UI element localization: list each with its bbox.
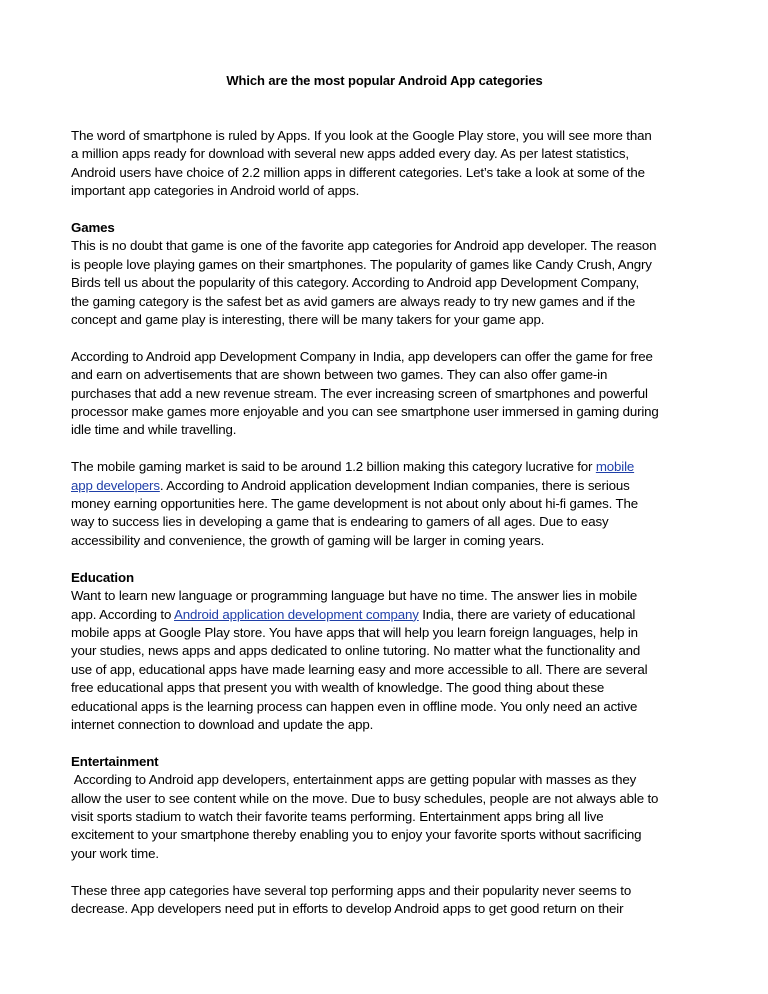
entertainment-line: visit sports stadium to watch their favorite teams performing. Entertainment apps bring all live — [71, 808, 604, 824]
intro-paragraph — [71, 127, 698, 201]
education-line: mobile apps at Google Play store. You have apps that will help you learn foreign languages, help in — [71, 624, 638, 640]
mobile-app-developers-link-cont[interactable]: app developers — [71, 477, 160, 493]
games-line — [71, 458, 698, 476]
games-paragraph-2 — [71, 348, 698, 440]
games-line: idle time and while travelling. — [71, 422, 237, 438]
games-line: purchases that add a new revenue stream. The ever increasing screen of smartphones and powerful — [71, 385, 648, 401]
conclusion-line: decrease. App developers need put in efforts to develop Android apps to get good return on their — [71, 900, 624, 916]
education-line: educational apps is the learning process can happen even in offline mode. You only need an active — [71, 698, 638, 714]
games-line — [71, 477, 698, 495]
games-line: Birds tell us about the popularity of this category. According to Android app Development Company, — [71, 275, 639, 291]
intro-line: important app categories in Android world of apps. — [71, 183, 360, 199]
entertainment-line: According to Android app developers, entertainment apps are getting popular with masses as they — [71, 772, 637, 788]
education-line — [71, 606, 698, 624]
entertainment-paragraph — [71, 753, 698, 863]
games-line: is people love playing games on their smartphones. The popularity of games like Candy Crush, Angry — [71, 256, 652, 272]
education-heading: Education — [71, 569, 134, 585]
games-heading: Games — [71, 220, 115, 236]
intro-line: The word of smartphone is ruled by Apps. If you look at the Google Play store, you will see more than — [71, 128, 652, 143]
mobile-app-developers-link[interactable]: mobile — [595, 459, 635, 475]
games-line: concept and game play is interesting, there will be many takers for your game app. — [71, 312, 545, 328]
games-line: This is no doubt that game is one of the favorite app categories for Android app developer. The reason — [71, 238, 657, 254]
games-line: accessibility and convenience, the growth of gaming will be larger in coming years. — [71, 532, 545, 548]
games-paragraph-1 — [71, 219, 698, 329]
entertainment-line: allow the user to see content while on the move. Due to busy schedules, people are not always able to — [71, 790, 659, 806]
entertainment-heading: Entertainment — [71, 753, 159, 769]
games-line: and earn on advertisements that are shown between two games. They can also offer game-in — [71, 367, 608, 383]
education-line: your studies, news apps and apps dedicated to online tutoring. No matter what the functionality and — [71, 643, 641, 659]
games-line-text: The mobile gaming market is said to be around 1.2 billion making this category lucrative for — [71, 459, 596, 475]
education-line: use of app, educational apps have made learning easy and more accessible to all. There are several — [71, 661, 648, 677]
games-line-text: . According to Android application development Indian companies, there is serious — [159, 477, 630, 493]
education-line: Want to learn new language or programming language but have no time. The answer lies in mobile — [71, 588, 638, 604]
education-line-text: India, there are variety of educational — [418, 606, 636, 622]
document-title: Which are the most popular Android App categories — [226, 73, 543, 88]
intro-line: a million apps ready for download with several new apps added every day. As per latest statistics, — [71, 146, 629, 162]
games-paragraph-3 — [71, 458, 698, 550]
games-line: processor make games more enjoyable and you can see smartphone user immersed in gaming during — [71, 404, 659, 420]
conclusion-line: These three app categories have several top performing apps and their popularity never seems to — [71, 882, 632, 898]
entertainment-line: excitement to your smartphone thereby enabling you to enjoy your favorite sports without sacrificing — [71, 827, 642, 843]
games-line: the gaming category is the safest bet as avid gamers are always ready to try new games and if the — [71, 293, 636, 309]
education-line: internet connection to download and update the app. — [71, 716, 374, 732]
entertainment-line: your work time. — [71, 845, 159, 861]
games-line: According to Android app Development Company in India, app developers can offer the game for free — [71, 348, 653, 364]
education-paragraph — [71, 569, 698, 735]
education-line-text: app. According to — [71, 606, 175, 622]
games-line: way to success lies in developing a game that is endearing to gamers of all ages. Due to easy — [71, 514, 609, 530]
conclusion-paragraph — [71, 882, 698, 919]
android-dev-company-link[interactable]: Android application development company — [174, 606, 419, 622]
education-line: free educational apps that present you with wealth of knowledge. The good thing about these — [71, 680, 605, 696]
games-line: money earning opportunities here. The game development is not about only about hi-fi games. The — [71, 496, 638, 512]
intro-line: Android users have choice of 2.2 million apps in different categories. Let’s take a look at some of the — [71, 164, 645, 180]
